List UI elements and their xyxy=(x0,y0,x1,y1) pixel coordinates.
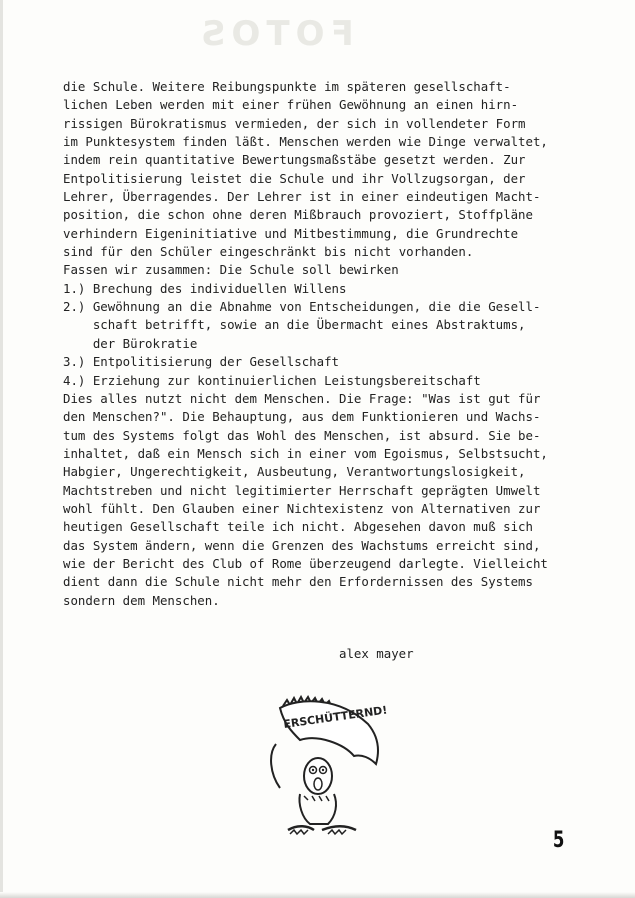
text-line: im Punktesystem finden läßt. Menschen werden wie Dinge verwaltet, xyxy=(63,134,548,150)
text-line: Fassen wir zusammen: Die Schule soll bewirken xyxy=(63,262,399,278)
author-signature: alex mayer xyxy=(339,646,414,661)
text-line: 4.) Erziehung zur kontinuierlichen Leistungsbereitschaft xyxy=(63,372,481,388)
text-line: schaft betrifft, sowie an die Übermacht eines Abstraktums, xyxy=(63,317,526,333)
text-line: Machtstreben und nicht legitimierter Herrschaft geprägten Umwelt xyxy=(63,482,541,498)
text-line: Habgier, Ungerechtigkeit, Ausbeutung, Verantwortungslosigkeit, xyxy=(63,464,526,480)
text-line: die Schule. Weitere Reibungspunkte im späteren gesellschaft- xyxy=(63,79,511,94)
text-line: dient dann die Schule nicht mehr den Erfordernissen des Systems xyxy=(63,574,533,590)
cartoon-illustration xyxy=(258,684,388,844)
text-line: den Menschen?". Die Behauptung, aus dem Funktionieren und Wachs- xyxy=(63,409,541,425)
text-line: Entpolitisierung leistet die Schule und ihr Vollzugsorgan, der xyxy=(63,170,526,186)
text-line: Lehrer, Überragendes. Der Lehrer ist in einer eindeutigen Macht- xyxy=(63,189,541,205)
text-line: verhindern Eigeninitiative und Mitbestimmung, die Grundrechte xyxy=(63,225,519,241)
text-line: sondern dem Menschen. xyxy=(63,592,220,608)
show-through-heading: FOTOS xyxy=(195,14,354,54)
text-line: rissigen Bürokratismus vermieden, der sich in vollendeter Form xyxy=(63,115,526,131)
text-line: wie der Bericht des Club of Rome überzeugend darlegte. Vielleicht xyxy=(63,555,548,571)
text-line: 3.) Entpolitisierung der Gesellschaft xyxy=(63,354,340,370)
text-line: 1.) Brechung des individuellen Willens xyxy=(63,280,347,296)
text-line: position, die schon ohne deren Mißbrauch provoziert, Stoffpläne xyxy=(63,207,533,223)
text-line: tum des Systems folgt das Wohl des Menschen, ist absurd. Sie be- xyxy=(63,427,541,443)
page-bottom-edge xyxy=(0,892,635,898)
text-line: Dies alles nutzt nicht dem Menschen. Die Frage: "Was ist gut für xyxy=(63,390,541,406)
text-line: indem rein quantitative Bewertungsmaßstäbe gesetzt werden. Zur xyxy=(63,152,526,168)
text-line: das System ändern, wenn die Grenzen des Wachstums erreicht sind, xyxy=(63,537,541,553)
text-line: sind für den Schüler eingeschränkt bis nicht vorhanden. xyxy=(63,244,474,260)
text-line: heutigen Gesellschaft teile ich nicht. Abgesehen davon muß sich xyxy=(63,519,533,535)
cartoon-caption: ERSCHÜTTERND! xyxy=(282,703,388,731)
page-number: 5 xyxy=(552,828,565,853)
page-edge-shadow xyxy=(0,0,3,898)
text-line: wohl fühlt. Den Glauben einer Nichtexistenz von Alternativen zur xyxy=(63,500,541,516)
text-line: inhaltet, daß ein Mensch sich in einer vom Egoismus, Selbstsucht, xyxy=(63,445,548,461)
text-line: 2.) Gewöhnung an die Abnahme von Entscheidungen, die die Gesell- xyxy=(63,299,541,315)
text-line: lichen Leben werden mit einer frühen Gewöhnung an einen hirn- xyxy=(63,97,519,113)
text-line: der Bürokratie xyxy=(63,335,198,351)
body-text xyxy=(63,78,583,610)
